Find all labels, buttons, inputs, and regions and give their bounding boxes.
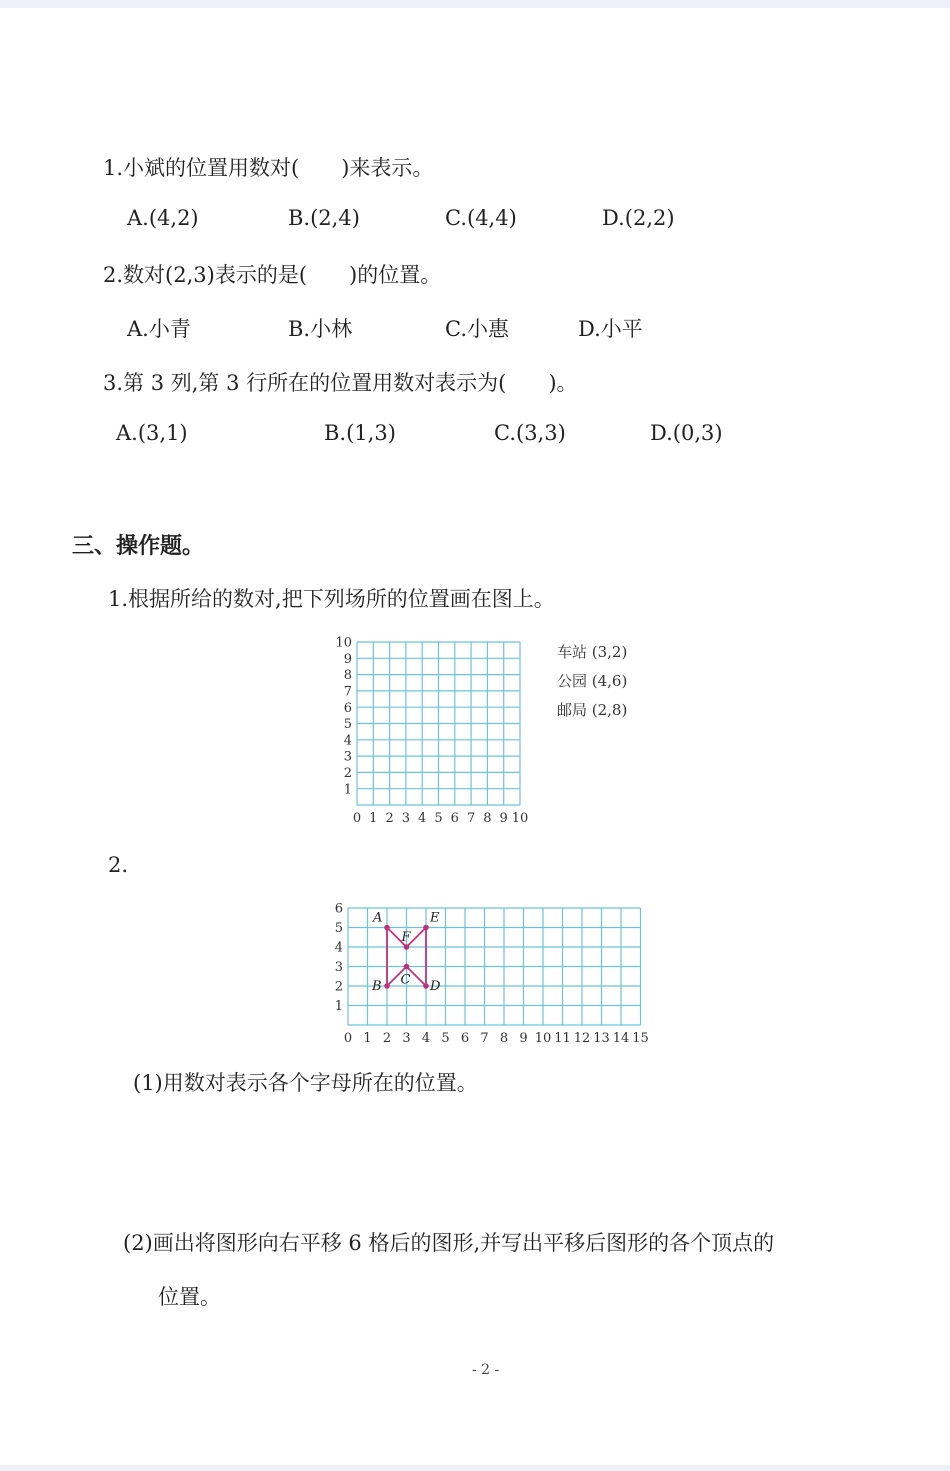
question-1-option-d[interactable]: D.(2,2) <box>602 206 675 230</box>
x-tick-label: 3 <box>402 1031 411 1046</box>
question-2-option-b[interactable]: B.小林 <box>288 317 353 341</box>
question-2-option-a[interactable]: A.小青 <box>127 317 191 341</box>
question-1-stem: 1.小斌的位置用数对( )来表示。 <box>103 156 434 180</box>
legend-station: 车站 (3,2) <box>557 643 628 661</box>
question-2-option-d[interactable]: D.小平 <box>578 317 643 341</box>
y-tick-label: 3 <box>334 960 343 976</box>
x-tick-label: 14 <box>612 1031 630 1046</box>
x-tick-label: 9 <box>499 811 508 826</box>
vertex-label: D <box>430 979 441 994</box>
vertex-label: A <box>373 910 383 926</box>
vertex-point <box>384 925 390 931</box>
question-3-option-d[interactable]: D.(0,3) <box>650 421 723 445</box>
y-tick-label: 9 <box>343 651 352 667</box>
x-tick-label: 8 <box>483 811 492 826</box>
x-tick-label: 9 <box>519 1031 528 1046</box>
vertex-label: E <box>430 910 440 926</box>
x-tick-label: 0 <box>352 811 362 826</box>
x-tick-label: 4 <box>418 811 427 826</box>
x-tick-label: 13 <box>593 1031 610 1046</box>
x-tick-label: 5 <box>434 811 443 826</box>
y-tick-label: 1 <box>334 999 343 1015</box>
y-tick-label: 4 <box>343 733 352 749</box>
vertex-point <box>423 983 429 989</box>
x-tick-label: 10 <box>511 811 529 826</box>
x-tick-label: 1 <box>369 811 378 826</box>
question-1-option-a[interactable]: A.(4,2) <box>127 206 199 230</box>
operation-q1-stem: 1.根据所给的数对,把下列场所的位置画在图上。 <box>108 587 555 611</box>
operation-q2-label: 2. <box>108 853 129 877</box>
vertex-point <box>404 964 410 970</box>
coordinate-grid-1 <box>320 630 560 830</box>
x-tick-label: 10 <box>534 1031 552 1046</box>
question-3-option-c[interactable]: C.(3,3) <box>494 421 566 445</box>
coordinate-grid-2 <box>320 895 665 1050</box>
x-tick-label: 8 <box>499 1031 509 1046</box>
y-tick-label: 4 <box>334 940 343 956</box>
page-number: - 2 - <box>472 1362 500 1378</box>
x-tick-label: 7 <box>480 1031 489 1046</box>
y-tick-label: 5 <box>334 921 343 937</box>
x-tick-label: 7 <box>466 811 476 826</box>
y-tick-label: 3 <box>343 749 352 765</box>
operation-q2-sub2-line2: 位置。 <box>158 1285 221 1309</box>
x-tick-label: 2 <box>385 811 394 826</box>
x-tick-label: 4 <box>421 1031 431 1046</box>
x-tick-label: 15 <box>632 1031 649 1046</box>
vertex-label: F <box>401 930 411 945</box>
x-tick-label: 0 <box>343 1031 353 1046</box>
x-tick-label: 1 <box>363 1031 372 1046</box>
section-title: 三、操作题。 <box>72 534 205 559</box>
y-tick-label: 7 <box>343 684 352 700</box>
question-2-option-c[interactable]: C.小惠 <box>445 317 509 341</box>
question-2-stem: 2.数对(2,3)表示的是( )的位置。 <box>103 263 442 287</box>
x-tick-label: 6 <box>460 1031 470 1046</box>
y-tick-label: 8 <box>343 668 352 684</box>
x-tick-label: 3 <box>401 811 411 826</box>
vertex-label: B <box>372 979 382 994</box>
y-tick-label: 5 <box>343 717 352 733</box>
y-tick-label: 1 <box>343 782 352 798</box>
vertex-point <box>404 944 410 950</box>
question-1-option-c[interactable]: C.(4,4) <box>445 206 517 230</box>
x-tick-label: 6 <box>450 811 459 826</box>
y-tick-label: 2 <box>343 765 352 781</box>
x-tick-label: 11 <box>554 1031 571 1046</box>
legend-post-office: 邮局 (2,8) <box>557 701 628 719</box>
x-tick-label: 2 <box>382 1031 392 1046</box>
operation-q2-sub1: (1)用数对表示各个字母所在的位置。 <box>133 1071 478 1095</box>
x-tick-label: 12 <box>573 1031 591 1046</box>
question-3-option-a[interactable]: A.(3,1) <box>116 421 188 445</box>
y-tick-label: 6 <box>334 901 343 917</box>
question-3-option-b[interactable]: B.(1,3) <box>324 421 396 445</box>
legend-park: 公园 (4,6) <box>557 672 628 690</box>
y-tick-label: 6 <box>343 700 352 716</box>
y-tick-label: 2 <box>334 979 343 995</box>
question-1-option-b[interactable]: B.(2,4) <box>288 206 360 230</box>
question-3-stem: 3.第 3 列,第 3 行所在的位置用数对表示为( )。 <box>103 371 578 395</box>
x-tick-label: 5 <box>441 1031 450 1046</box>
bottom-edge <box>0 1465 950 1471</box>
vertex-point <box>384 983 390 989</box>
y-tick-label: 10 <box>335 635 352 651</box>
vertex-point <box>423 925 429 931</box>
vertex-label: C <box>400 972 411 988</box>
operation-q2-sub2-line1: (2)画出将图形向右平移 6 格后的图形,并写出平移后图形的各个顶点的 <box>123 1231 775 1255</box>
top-edge <box>0 0 950 8</box>
